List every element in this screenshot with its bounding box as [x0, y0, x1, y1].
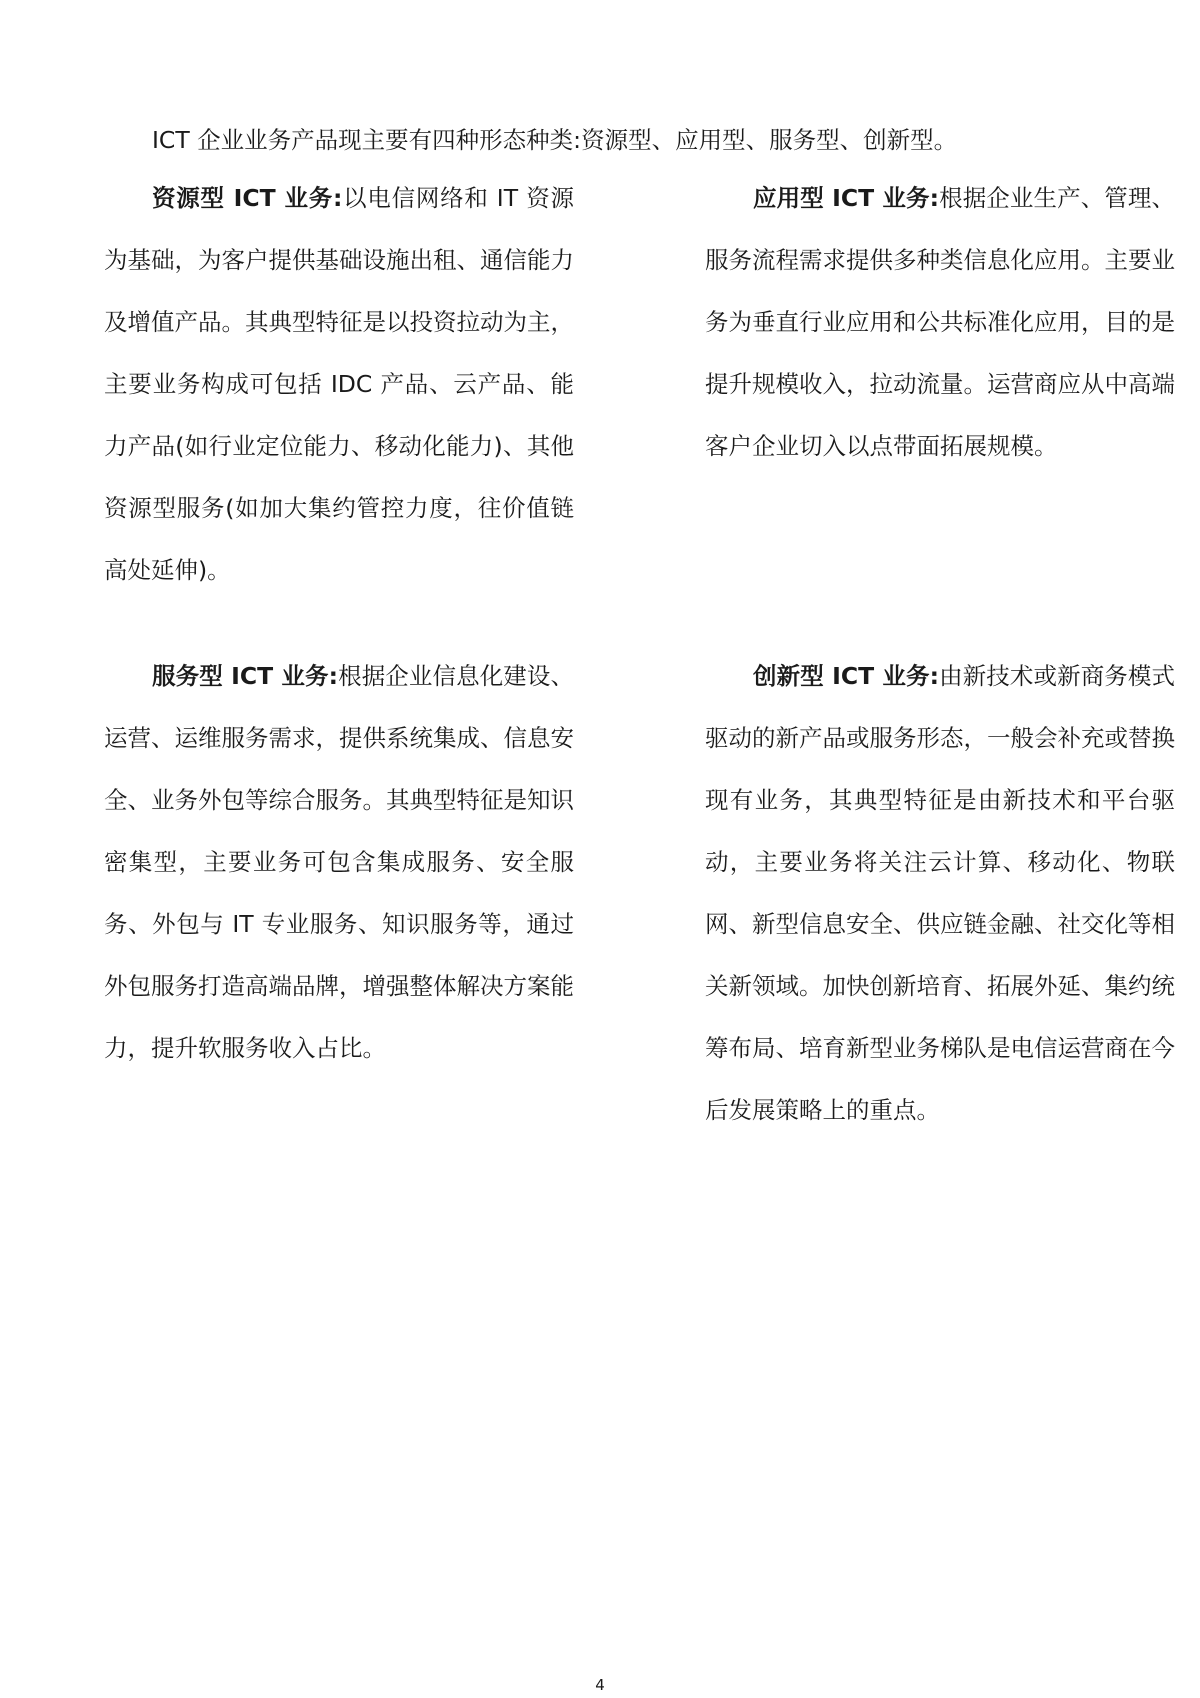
section-service-heading: 服务型 ICT 业务: — [152, 662, 338, 690]
section-service — [104, 645, 574, 1079]
section-application-heading: 应用型 ICT 业务: — [753, 184, 939, 212]
section-innovation-heading: 创新型 ICT 业务: — [753, 662, 939, 690]
section-application-body: 根据企业生产、管理、服务流程需求提供多种类信息化应用。主要业务为垂直行业应用和公共标准化应用，目的是提升规模收入，拉动流量。运营商应从中高端客户企业切入以点带面拓展规模。 — [705, 184, 1176, 460]
section-application — [705, 167, 1175, 477]
section-service-body: 根据企业信息化建设、运营、运维服务需求，提供系统集成、信息安全、业务外包等综合服务。其典型特征是知识密集型，主要业务可包含集成服务、安全服务、外包与 IT 专业服务、知识服务等，通过外包服务打造高端品牌，增强整体解决方案能力，提升软服务收入占比。 — [104, 662, 575, 1062]
intro-paragraph: ICT 企业业务产品现主要有四种形态种类:资源型、应用型、服务型、创新型。 — [152, 126, 958, 154]
section-innovation — [705, 645, 1175, 1141]
section-innovation-body: 由新技术或新商务模式驱动的新产品或服务形态，一般会补充或替换现有业务，其典型特征是由新技术和平台驱动，主要业务将关注云计算、移动化、物联网、新型信息安全、供应链金融、社交化等相关新领域。加快创新培育、拓展外延、集约统筹布局、培育新型业务梯队是电信运营商在今后发展策略上的重点。 — [705, 662, 1176, 1124]
page-number: 4 — [595, 1676, 605, 1694]
section-resource-heading: 资源型 ICT 业务: — [152, 184, 343, 212]
section-resource-body: 以电信网络和 IT 资源为基础，为客户提供基础设施出租、通信能力及增值产品。其典型特征是以投资拉动为主，主要业务构成可包括 IDC 产品、云产品、能力产品(如行业定位能力、移动化能力)、其他资源型服务(如加大集约管控力度，往价值链高处延伸)。 — [104, 184, 574, 584]
section-resource — [104, 167, 574, 601]
